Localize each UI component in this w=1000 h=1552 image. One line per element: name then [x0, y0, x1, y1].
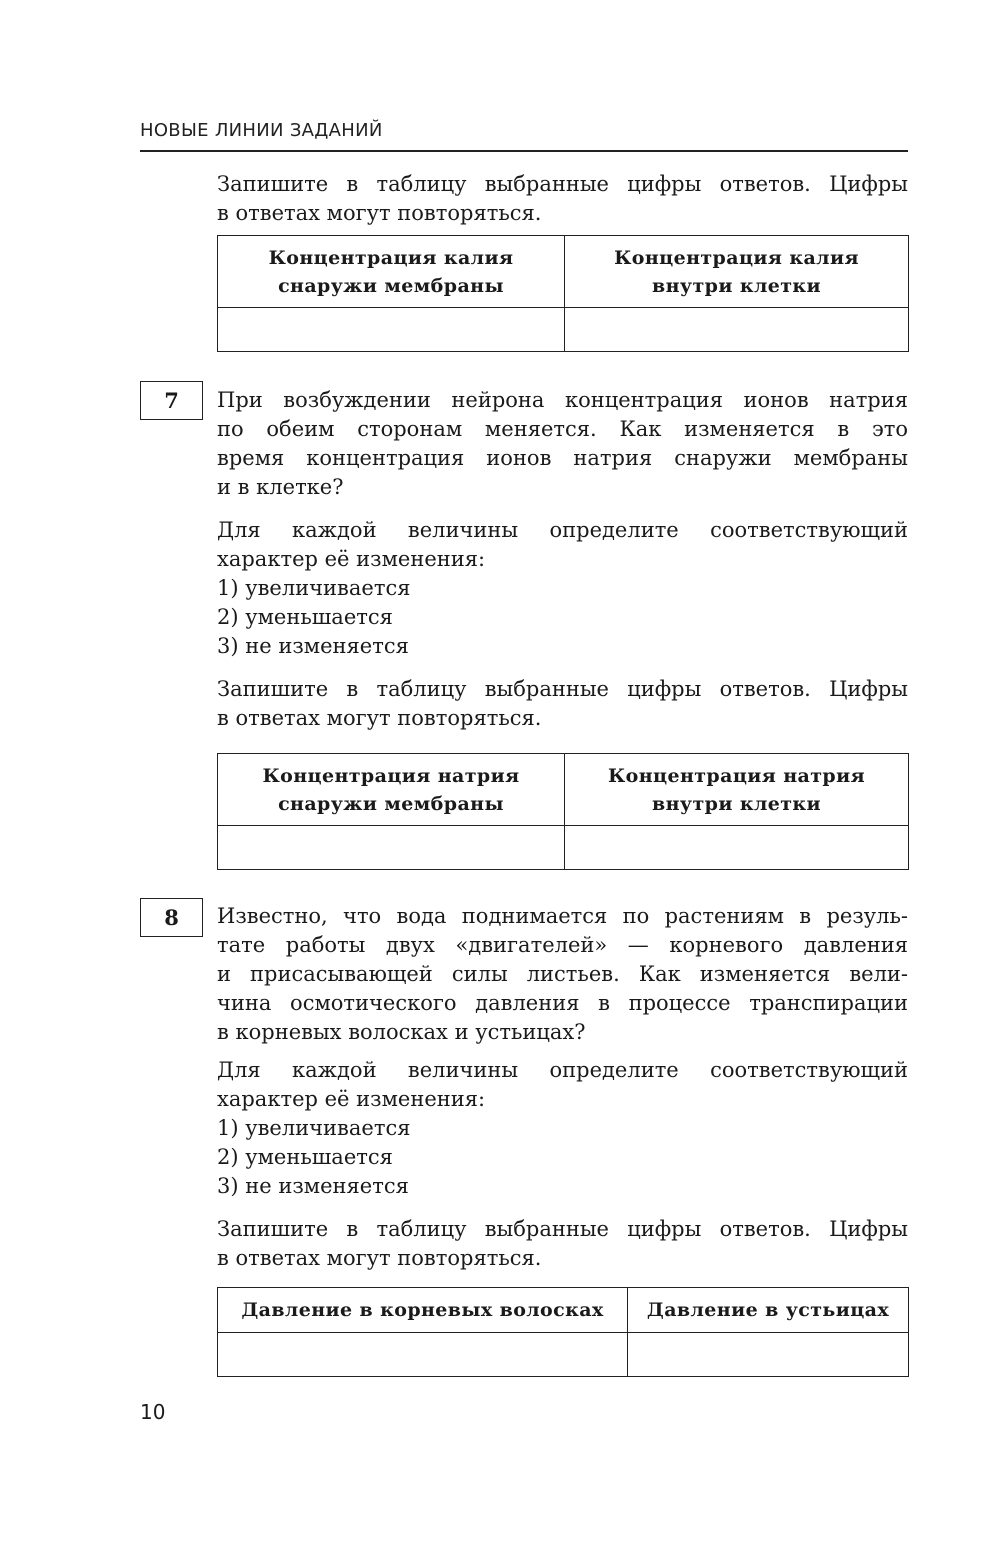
intro-text — [217, 170, 908, 228]
text-line: Для каждой величины определите соответствующий — [217, 518, 908, 542]
option: 3) не изменяется — [217, 1174, 409, 1198]
text-line: характер её изменения: — [217, 547, 486, 571]
answer-table-sodium — [217, 753, 909, 870]
answer-cell[interactable] — [628, 1333, 909, 1377]
text-line: и присасывающей силы листьев. Как изменяется вели- — [217, 962, 908, 986]
task-number-box: 8 — [140, 898, 203, 937]
page-number: 10 — [140, 1400, 166, 1424]
table-header: Давление в устьицах — [628, 1288, 909, 1333]
text-line: в ответах могут повторяться. — [217, 706, 542, 730]
task-number-box: 7 — [140, 381, 203, 420]
table-header: Концентрация натрия внутри клетки — [565, 754, 909, 826]
text-line: и в клетке? — [217, 475, 344, 499]
answer-cell[interactable] — [565, 308, 909, 352]
text-line: Запишите в таблицу выбранные цифры ответов. Цифры — [217, 1217, 908, 1241]
text-line: тате работы двух «двигателей» — корневого давления — [217, 933, 908, 957]
text-line: в ответах могут повторяться. — [217, 201, 542, 225]
text-line: по обеим сторонам меняется. Как изменяется в это — [217, 417, 908, 441]
text-line: время концентрация ионов натрия снаружи мембраны — [217, 446, 908, 470]
table-header: Концентрация натрия снаружи мембраны — [218, 754, 565, 826]
table-header: Концентрация калия снаружи мембраны — [218, 236, 565, 308]
text-line: в корневых волосках и устьицах? — [217, 1020, 586, 1044]
answer-table-pressure — [217, 1287, 909, 1377]
text-line: Запишите в таблицу выбранные цифры ответов. Цифры — [217, 172, 908, 196]
header-rule — [140, 150, 908, 152]
text-line: Для каждой величины определите соответствующий — [217, 1058, 908, 1082]
answer-table-potassium — [217, 235, 909, 352]
answer-cell[interactable] — [218, 308, 565, 352]
option: 1) увеличивается — [217, 576, 411, 600]
table-header: Концентрация калия внутри клетки — [565, 236, 909, 308]
text-line: чина осмотического давления в процессе транспирации — [217, 991, 908, 1015]
option: 3) не изменяется — [217, 634, 409, 658]
option: 2) уменьшается — [217, 1145, 393, 1169]
task-8-text — [217, 902, 908, 1273]
option: 1) увеличивается — [217, 1116, 411, 1140]
task-7-text — [217, 386, 908, 733]
option: 2) уменьшается — [217, 605, 393, 629]
text-line: в ответах могут повторяться. — [217, 1246, 542, 1270]
answer-cell[interactable] — [218, 826, 565, 870]
text-line: Запишите в таблицу выбранные цифры ответов. Цифры — [217, 677, 908, 701]
table-header: Давление в корневых волосках — [218, 1288, 628, 1333]
text-line: характер её изменения: — [217, 1087, 486, 1111]
text-line: Известно, что вода поднимается по растениям в резуль- — [217, 904, 908, 928]
text-line: При возбуждении нейрона концентрация ионов натрия — [217, 388, 908, 412]
answer-cell[interactable] — [218, 1333, 628, 1377]
running-title: НОВЫЕ ЛИНИИ ЗАДАНИЙ — [140, 120, 383, 141]
answer-cell[interactable] — [565, 826, 909, 870]
